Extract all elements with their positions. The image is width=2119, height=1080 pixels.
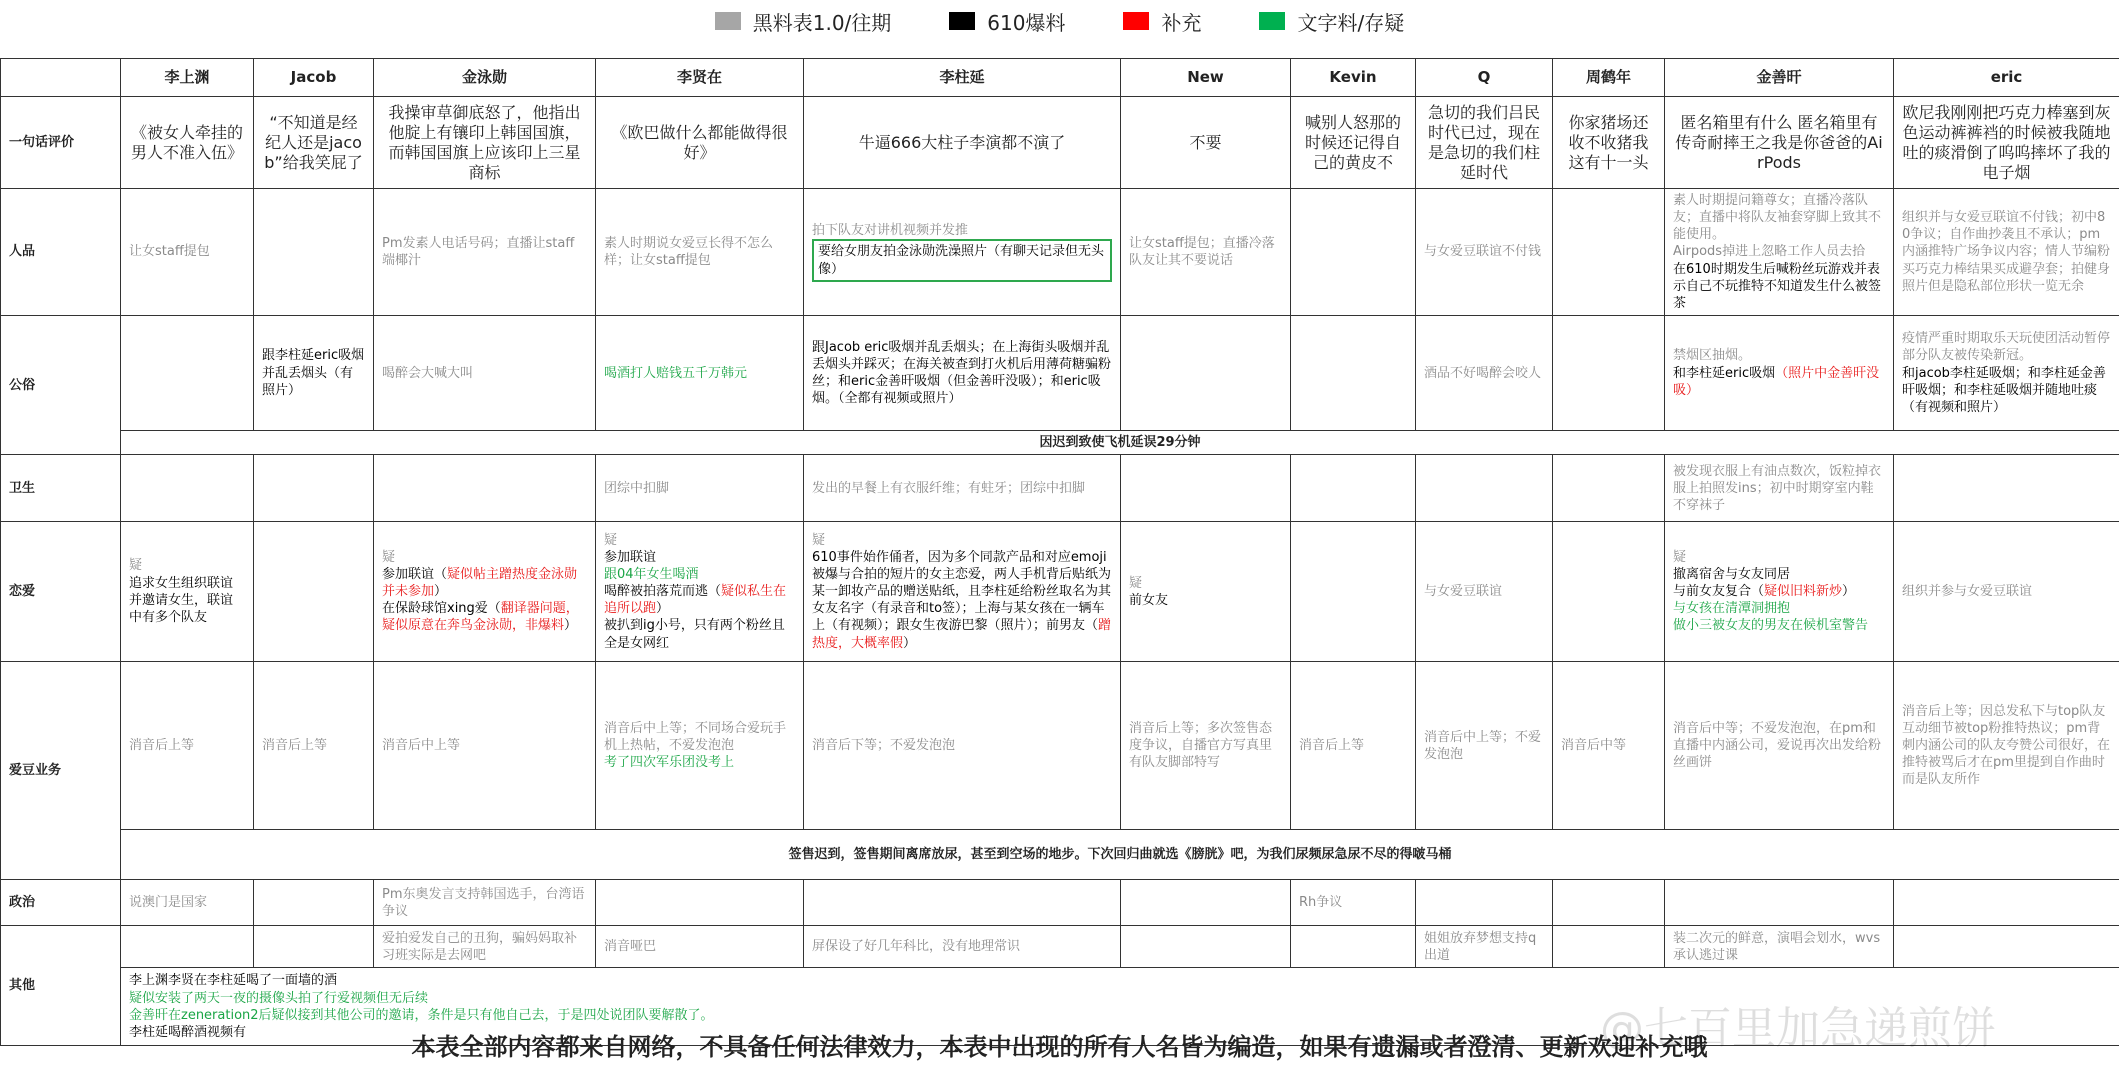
cell: 素人时期说女爱豆长得不怎么样；让女staff提包 bbox=[596, 189, 804, 316]
cell-text: 做小三被女友的男友在候机室警告 bbox=[1673, 618, 1869, 634]
cell: 消音后上等；多次签售态度争议，自播官方写真里有队友脚部特写 bbox=[1121, 662, 1291, 830]
cell bbox=[1553, 316, 1665, 431]
eval-cell: 急切的我们吕民时代已过，现在是急切的我们柱延时代 bbox=[1416, 97, 1553, 189]
cell bbox=[596, 662, 804, 830]
col-header: Jacob bbox=[254, 59, 374, 97]
cell bbox=[804, 522, 1121, 662]
cell bbox=[254, 455, 374, 522]
legend-swatch-black bbox=[949, 12, 975, 30]
cell bbox=[374, 455, 596, 522]
legend-label: 补充 bbox=[1161, 10, 1202, 35]
cell-text: 疑似旧料新炒 bbox=[1764, 584, 1843, 600]
doubt-mark: 疑 bbox=[604, 532, 618, 548]
cell-text: 蹭热度，大概率假 bbox=[812, 618, 1112, 651]
legend-label: 黑料表1.0/往期 bbox=[752, 10, 892, 35]
doubt-mark: 疑 bbox=[382, 549, 396, 565]
cell bbox=[121, 926, 254, 968]
cell-text: 追求女生组织联谊并邀请女生，联谊中有多个队友 bbox=[129, 575, 234, 625]
cell bbox=[1291, 189, 1416, 316]
cell bbox=[1894, 316, 2119, 431]
doubt-mark: 疑 bbox=[812, 532, 826, 548]
col-header: 李上渊 bbox=[121, 59, 254, 97]
cell: Pm东奥发言支持韩国选手，台湾语争议 bbox=[374, 880, 596, 926]
watermark: @七百里加急递煎饼 bbox=[1600, 1003, 1996, 1054]
cell-text: 610事件始作俑者，因为多个同款产品和对应emoji被爆与合拍的短片的女主恋爱，两人手机背后贴纸为某一卸妆产品的赠送贴纸，且李柱延给粉丝取名为其女友名字（有录音和to签）；上海与某女孩在一辆车上（有视频）；跟女生夜游巴黎（照片）；前男友（ bbox=[812, 549, 1112, 634]
cell: 让女staff提包 bbox=[121, 189, 254, 316]
cell bbox=[254, 880, 374, 926]
cell bbox=[254, 189, 374, 316]
cell-text: 疑似帖主蹭热度金泳勋并未参加 bbox=[382, 567, 578, 600]
cell: Rh争议 bbox=[1291, 880, 1416, 926]
doubt-mark: 疑 bbox=[129, 558, 143, 574]
cell-text: ） bbox=[1842, 584, 1856, 600]
note-line: 疑似安装了两天一夜的摄像头拍了行爱视频但无后续 bbox=[129, 990, 429, 1006]
info-table bbox=[0, 58, 2119, 1046]
cell: 组织并参与女爱豆联谊 bbox=[1894, 522, 2119, 662]
row-label: 政治 bbox=[1, 880, 121, 926]
cell bbox=[1121, 926, 1291, 968]
cell-text: 疫情严重时期取乐天玩使团活动暂停部分队友被传染新冠。 bbox=[1902, 331, 2111, 364]
row-renpin bbox=[1, 189, 2119, 316]
cell bbox=[1894, 880, 2119, 926]
cell-text: 前女友 bbox=[1129, 592, 1169, 608]
row-label: 其他 bbox=[1, 926, 121, 1046]
cell: 消音哑巴 bbox=[596, 926, 804, 968]
cell-text: 被扒到ig小号，只有两个粉丝且全是女网红 bbox=[604, 618, 785, 651]
cell bbox=[1553, 926, 1665, 968]
cell bbox=[121, 455, 254, 522]
eval-cell: “不知道是经纪人还是jacob”给我笑屁了 bbox=[254, 97, 374, 189]
cell: 姐姐放弃梦想支持q出道 bbox=[1416, 926, 1553, 968]
highlighted-note: 要给女朋友拍金泳勋洗澡照片（有聊天记录但无头像） bbox=[812, 239, 1112, 281]
row-gongsu bbox=[1, 316, 2119, 431]
cell bbox=[1121, 880, 1291, 926]
cell: 消音后上等；因总发私下与top队友互动细节被top粉推特热议；pm背刺内涵公司的队友夸赞公司很好，在推特被骂后才在pm里提到自作曲时而是队友所作 bbox=[1894, 662, 2119, 830]
cell: 消音后上等 bbox=[1291, 662, 1416, 830]
cell-text: 素人时期提问籍尊女；直播冷落队友；直播中将队友袖套穿脚上致其不能使用。 bbox=[1673, 193, 1882, 243]
col-header: 金泳勋 bbox=[374, 59, 596, 97]
col-header: Q bbox=[1416, 59, 1553, 97]
merged-note: 因迟到致使飞机延误29分钟 bbox=[121, 431, 2119, 455]
cell-text: 在610时期发生后喊粉丝玩游戏并表示自己不玩推特不知道发生什么被签茶 bbox=[1673, 261, 1882, 311]
cell bbox=[121, 522, 254, 662]
legend bbox=[0, 6, 2119, 36]
row-qita bbox=[1, 926, 2119, 968]
cell bbox=[1291, 455, 1416, 522]
legend-swatch-green bbox=[1259, 12, 1285, 30]
cell-text: 消音后中上等；不同场合爱玩手机上热帖，不爱发泡泡 bbox=[604, 721, 787, 754]
cell: 消音后中等 bbox=[1553, 662, 1665, 830]
disclaimer-footer: 本表全部内容都来自网络，不具备任何法律效力，本表中出现的所有人名皆为编造，如果有遗漏或者澄清、更新欢迎补充哦 bbox=[411, 1033, 1708, 1061]
cell: 团综中扣脚 bbox=[596, 455, 804, 522]
doubt-mark: 疑 bbox=[1673, 549, 1687, 565]
eval-cell: 牛逼666大柱子李演都不演了 bbox=[804, 97, 1121, 189]
legend-swatch-gray bbox=[715, 12, 741, 30]
cell-text: 和jacob李柱延吸烟；和李柱延金善旰吸烟；和李柱延吸烟并随地吐痰（有视频和照片） bbox=[1902, 365, 2106, 415]
cell-text: Airpods掉进上忽略工作人员去拾 bbox=[1673, 244, 1866, 260]
cell: 跟李柱延eric吸烟并乱丢烟头（有照片） bbox=[254, 316, 374, 431]
row-label: 公俗 bbox=[1, 316, 121, 455]
eval-cell: 不要 bbox=[1121, 97, 1291, 189]
eval-cell: 《欧巴做什么都能做得很好》 bbox=[596, 97, 804, 189]
cell bbox=[1665, 522, 1894, 662]
cell: 组织并与女爱豆联谊不付钱；初中80争议；自作曲抄袭且不承认；pm内涵推特广场争议内容；情人节编粉买巧克力棒结果买成避孕套；拍健身照片但是隐私部位形状一览无余 bbox=[1894, 189, 2119, 316]
eval-cell: 我操审草御底怒了，他指出他腚上有镶印上韩国国旗，而韩国国旗上应该印上三星商标 bbox=[374, 97, 596, 189]
col-header: eric bbox=[1894, 59, 2119, 97]
cell-text: 禁烟区抽烟。 bbox=[1673, 348, 1752, 364]
eval-cell: 喊别人怒那的时候还记得自己的黄皮不 bbox=[1291, 97, 1416, 189]
cell: 与女爱豆联谊 bbox=[1416, 522, 1553, 662]
cell-text: 参加联谊（ bbox=[382, 567, 448, 583]
row-label: 恋爱 bbox=[1, 522, 121, 662]
legend-item-old bbox=[715, 7, 892, 36]
cell-text: 喝醉被拍落荒而逃（ bbox=[604, 584, 722, 600]
cell-text: 考了四次军乐团没考上 bbox=[604, 755, 735, 771]
cell: 消音后下等；不爱发泡泡 bbox=[804, 662, 1121, 830]
cell bbox=[1121, 522, 1291, 662]
row-aidou bbox=[1, 662, 2119, 830]
cell: 消音后上等 bbox=[254, 662, 374, 830]
legend-swatch-red bbox=[1123, 12, 1149, 30]
cell-text: ） bbox=[564, 618, 578, 634]
merged-note: 签售迟到，签售期间离席放尿，甚至到空场的地步。下次回归曲就选《膀胱》吧，为我们尿频尿急尿不尽的得啵马桶 bbox=[121, 830, 2119, 880]
cell bbox=[1894, 926, 2119, 968]
cell bbox=[1665, 316, 1894, 431]
cell: 消音后上等 bbox=[121, 662, 254, 830]
cell: 爱拍爱发自己的丑狗，骗妈妈取补习班实际是去网吧 bbox=[374, 926, 596, 968]
cell bbox=[121, 316, 254, 431]
note-line: 李柱延喝醉酒视频有 bbox=[129, 1024, 247, 1040]
cell: 跟Jacob eric吸烟并乱丢烟头；在上海街头吸烟并乱丢烟头并踩灭；在海关被查到打火机后用薄荷糖骗粉丝；和eric金善旰吸烟（但金善旰没吸）；和eric吸烟。（全都有视频或照片） bbox=[804, 316, 1121, 431]
cell-text: 疑似私生在追所以跑 bbox=[604, 584, 787, 617]
cell: 被发现衣服上有油点数次，饭粒掉衣服上拍照发ins；初中时期穿室内鞋不穿袜子 bbox=[1665, 455, 1894, 522]
cell bbox=[804, 880, 1121, 926]
col-header: 李贤在 bbox=[596, 59, 804, 97]
legend-label: 文字料/存疑 bbox=[1297, 10, 1405, 35]
eval-cell: 你家猪场还收不收猪我这有十一头 bbox=[1553, 97, 1665, 189]
legend-item-doubt bbox=[1259, 7, 1404, 36]
cell bbox=[1553, 880, 1665, 926]
cell bbox=[1291, 926, 1416, 968]
cell bbox=[1665, 880, 1894, 926]
cell bbox=[804, 189, 1121, 316]
cell-text: 拍下队友对讲机视频并发推 bbox=[812, 223, 969, 239]
cell bbox=[374, 522, 596, 662]
cell bbox=[596, 880, 804, 926]
row-label: 一句话评价 bbox=[1, 97, 121, 189]
cell-text: 翻译器问题，疑似原意在奔鸟金泳勋，非爆料 bbox=[382, 601, 579, 634]
cell: 让女staff提包；直播冷落队友让其不要说话 bbox=[1121, 189, 1291, 316]
cell bbox=[254, 522, 374, 662]
row-gongsu-note bbox=[1, 431, 2119, 455]
cell: 消音后中等；不爱发泡泡，在pm和直播中内涵公司，爱说再次出发给粉丝画饼 bbox=[1665, 662, 1894, 830]
cell bbox=[1553, 189, 1665, 316]
cell: 喝醉会大喊大叫 bbox=[374, 316, 596, 431]
cell: 喝酒打人赔钱五千万韩元 bbox=[596, 316, 804, 431]
cell: Pm发素人电话号码；直播让staff端椰汁 bbox=[374, 189, 596, 316]
row-aidou-note bbox=[1, 830, 2119, 880]
cell: 酒品不好喝醉会咬人 bbox=[1416, 316, 1553, 431]
cell bbox=[1121, 316, 1291, 431]
cell: 说澳门是国家 bbox=[121, 880, 254, 926]
cell-text: 跟04年女生喝酒 bbox=[604, 567, 699, 583]
cell-text: 参加联谊 bbox=[604, 549, 657, 565]
col-header: Kevin bbox=[1291, 59, 1416, 97]
cell bbox=[1553, 522, 1665, 662]
col-header: 金善旰 bbox=[1665, 59, 1894, 97]
cell bbox=[1553, 455, 1665, 522]
note-line: 金善旰在zeneration2后疑似接到其他公司的邀请，条件是只有他自己去，于是四处说团队要解散了。 bbox=[129, 1007, 714, 1023]
legend-item-supplement bbox=[1123, 7, 1201, 36]
cell: 发出的早餐上有衣服纤维；有蛀牙；团综中扣脚 bbox=[804, 455, 1121, 522]
row-label: 卫生 bbox=[1, 455, 121, 522]
cell bbox=[254, 926, 374, 968]
cell bbox=[1416, 880, 1553, 926]
row-lianai bbox=[1, 522, 2119, 662]
legend-item-610 bbox=[949, 7, 1065, 36]
row-label: 爱豆业务 bbox=[1, 662, 121, 880]
row-zhengzhi bbox=[1, 880, 2119, 926]
cell-text: ） bbox=[903, 635, 917, 651]
cell-text: （照片中金善旰没吸） bbox=[1673, 365, 1880, 398]
row-weisheng bbox=[1, 455, 2119, 522]
cell-text: 和李柱延eric吸烟 bbox=[1673, 365, 1776, 381]
col-header: 周鹤年 bbox=[1553, 59, 1665, 97]
corner-cell bbox=[1, 59, 121, 97]
cell-text: ） bbox=[656, 601, 670, 617]
cell: 消音后中上等；不爱发泡泡 bbox=[1416, 662, 1553, 830]
eval-cell: 匿名箱里有什么 匿名箱里有传奇耐摔王之我是你爸爸的AirPods bbox=[1665, 97, 1894, 189]
cell: 装二次元的鲜意，演唱会划水，wvs承认逃过课 bbox=[1665, 926, 1894, 968]
cell-text: 在保龄球馆xing爱（ bbox=[382, 601, 501, 617]
doubt-mark: 疑 bbox=[1129, 575, 1143, 591]
cell: 与女爱豆联谊不付钱 bbox=[1416, 189, 1553, 316]
row-eval bbox=[1, 97, 2119, 189]
cell bbox=[1665, 189, 1894, 316]
cell bbox=[1291, 522, 1416, 662]
cell bbox=[1291, 316, 1416, 431]
row-label: 人品 bbox=[1, 189, 121, 316]
col-header: 李柱延 bbox=[804, 59, 1121, 97]
cell: 屏保设了好几年科比，没有地理常识 bbox=[804, 926, 1121, 968]
cell bbox=[596, 522, 804, 662]
cell: 消音后中上等 bbox=[374, 662, 596, 830]
cell bbox=[1121, 455, 1291, 522]
eval-cell: 《被女人牵挂的男人不准入伍》 bbox=[121, 97, 254, 189]
eval-cell: 欧尼我刚刚把巧克力棒塞到灰色运动裤裤裆的时候被我随地吐的痰滑倒了呜呜摔坏了我的电子烟 bbox=[1894, 97, 2119, 189]
legend-label: 610爆料 bbox=[987, 10, 1066, 35]
cell-text: 与前女友复合（ bbox=[1673, 584, 1765, 600]
header-row bbox=[1, 59, 2119, 97]
col-header: New bbox=[1121, 59, 1291, 97]
note-line: 李上渊李贤在李柱延喝了一面墙的酒 bbox=[129, 973, 338, 989]
cell bbox=[1416, 455, 1553, 522]
cell-text: ） bbox=[434, 584, 448, 600]
cell-text: 与女孩在清潭洞拥抱 bbox=[1673, 601, 1791, 617]
cell bbox=[1894, 455, 2119, 522]
cell-text: 撤离宿舍与女友同居 bbox=[1673, 567, 1791, 583]
